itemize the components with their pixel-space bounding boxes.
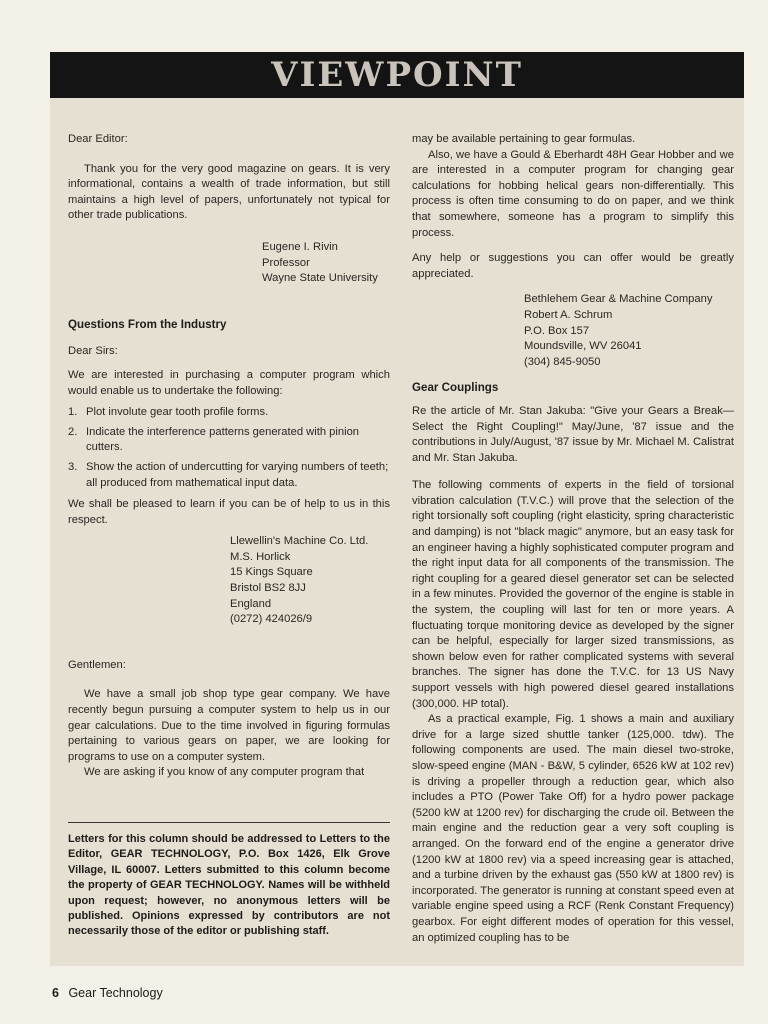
- letter3-paragraph: Also, we have a Gould & Eberhardt 48H Gear Hobber and we are interested in a computer program for changing gear calculations for hobbing helical gears non-differentially. This process is often time consuming to do on paper, and we think that somewhere, someone has a program to simplify this process.: [412, 148, 734, 239]
- signature-line: Bethlehem Gear & Machine Company: [524, 293, 713, 306]
- section-heading-couplings: Gear Couplings: [412, 381, 499, 395]
- questions-closing: We shall be pleased to learn if you can be of help to us in this respect.: [68, 498, 390, 526]
- signature-line: Robert A. Schrum: [524, 308, 613, 321]
- section-heading-questions: Questions From the Industry: [68, 317, 227, 331]
- letter3-paragraph: Any help or suggestions you can offer would be greatly appreciated.: [412, 252, 734, 280]
- page-panel: [50, 52, 744, 966]
- questions-signature: [68, 534, 390, 628]
- divider: [68, 822, 390, 823]
- left-column: [68, 132, 390, 781]
- signature-line: Llewellin's Machine Co. Ltd.: [230, 535, 369, 548]
- page-number: 6: [52, 986, 59, 1000]
- page-footer: [52, 986, 163, 1000]
- header-banner: [50, 52, 744, 98]
- letter3-paragraph: We have a small job shop type gear company. We have recently begun pursuing a computer system to help us in our gear calculations. Due to the time involved in figuring formulas pertaining to various gears on paper, we are looking for programs to use on a computer system.: [68, 688, 390, 763]
- signature-line: M.S. Horlick: [230, 550, 291, 563]
- letters-notice: Letters for this column should be addressed to Letters to the Editor, GEAR TECHNOLOGY, P.O. Box 1426, Elk Grove Village, IL 60007. Letters submitted to this column become the property of GEAR TECHNOLOGY. Names will be withheld upon request; however, no anonymous letters will be published. Opinions expressed by contributors are not necessarily those of the editor or publishing staff.: [68, 833, 390, 938]
- signature-line: Eugene I. Rivin: [262, 240, 338, 253]
- signature-line: Wayne State University: [262, 272, 378, 285]
- right-column: [412, 132, 734, 946]
- signature-line: Bristol BS2 8JJ: [230, 582, 306, 595]
- signature-line: England: [230, 597, 272, 610]
- couplings-paragraph: As a practical example, Fig. 1 shows a main and auxiliary drive for a large sized shuttle tanker (125,000. tdw). The following components are used. The main diesel two-stroke, slow-speed engine (MAN - B&W, 5 cylinder, 6526 kW at 102 rev) is driving a propeller through a reduction gear, which also includes a PTO (Power Take Off) for a hydro power package (5200 kW at 1200 rev) for discharging the crude oil. Between the main engine and the reduction gear a very soft coupling is arranged. On the forward end of the engine a generator drive (1200 kW at 1800 rev) via a speed increasing gear is attached, and a turbine driven by the exhaust gas (550 kW at 1800 rev) is incorporated. The generator is running at constant speed even at variable engine speed using a RCF (Renk Constant Frequency) gearbox. For eight different modes of operation for this vessel, an optimized coupling has to be: [412, 713, 734, 944]
- signature-line: (304) 845-9050: [524, 355, 601, 368]
- list-item: 2. Indicate the interference patterns generated with pinion cutters.: [68, 425, 360, 454]
- list-item: 3. Show the action of undercutting for varying numbers of teeth; all produced from mathematical input data.: [68, 460, 389, 489]
- signature-line: (0272) 424026/9: [230, 613, 313, 626]
- letter1-signature: [68, 240, 390, 287]
- letter1-salutation: Dear Editor:: [68, 133, 128, 145]
- signature-line: P.O. Box 157: [524, 324, 590, 337]
- letter3-signature: [412, 292, 734, 370]
- signature-line: Moundsville, WV 26041: [524, 340, 642, 353]
- letter3-salutation: Gentlemen:: [68, 658, 126, 671]
- letter3-continuation: may be available pertaining to gear formulas.: [412, 133, 636, 145]
- list-item: 1. Plot involute gear tooth profile forms.: [68, 406, 269, 419]
- questions-intro: We are interested in purchasing a computer program which would enable us to undertake the following:: [68, 368, 390, 397]
- publication-name: Gear Technology: [68, 986, 163, 1000]
- couplings-paragraph: The following comments of experts in the field of torsional vibration calculation (T.V.C.) will prove that the selection of the right torsionally soft coupling (right elasticity, spring characteristic and damping) is not "black magic" anymore, but an easy task for an engineer having a highly sophisticated computer program and the right input data for all components of the transmission. The right coupling for a geared diesel generator set can be selected in a few minutes. Provided the governor of the engine is stable in the system, the coupling will last for ten or more years. A fluctuating torque monitoring device as developed by the signer can be helpful, especially for larger sized transmissions, as shown below even for rather complicated systems with several branches. The signer has done the T.V.C. for 13 US Navy support vessels with high powered diesel geared installations (300,000. HP total).: [412, 479, 734, 710]
- questions-salutation: Dear Sirs:: [68, 345, 118, 358]
- letter3-paragraph: We are asking if you know of any computer program that: [84, 766, 365, 779]
- signature-line: Professor: [262, 256, 310, 269]
- signature-line: 15 Kings Square: [230, 566, 313, 579]
- page-title: VIEWPOINT: [271, 55, 523, 95]
- letter1-body: Thank you for the very good magazine on gears. It is very informational, contains a wealth of trade information, but still maintains a high level of papers, unfortunately not typical for other trade publications.: [68, 162, 390, 222]
- couplings-paragraph: Re the article of Mr. Stan Jakuba: "Give your Gears a Break—Select the Right Coupling!" May/June, '87 issue and the contributions in July/August, '87 issue by Mr. Michael M. Calistrat and Mr. Stan Jakuba.: [412, 404, 734, 464]
- questions-list: [68, 405, 390, 491]
